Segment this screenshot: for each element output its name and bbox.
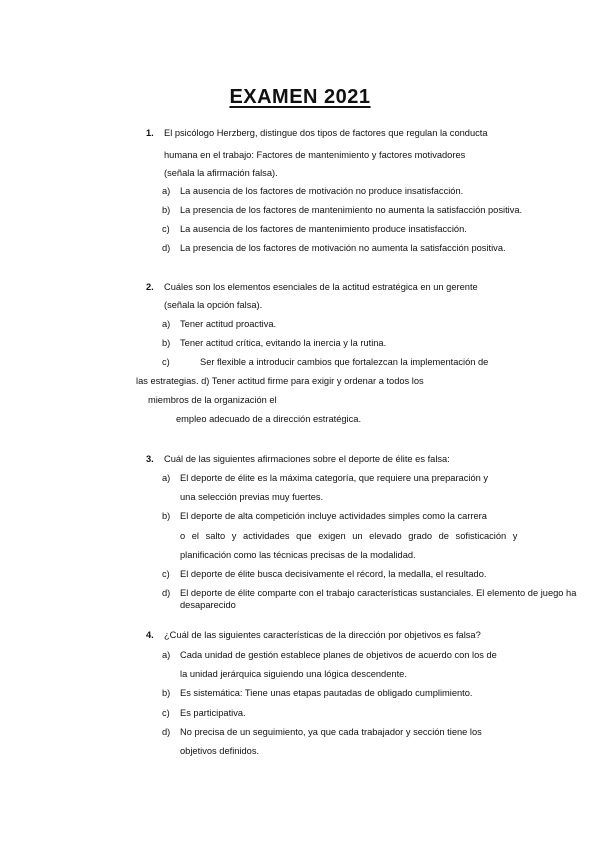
question-text: humana en el trabajo: Factores de mantenimiento y factores motivadores	[164, 150, 466, 160]
option-letter: b)	[162, 511, 171, 521]
option-letter: c)	[162, 708, 170, 718]
question-text: Cuáles son los elementos esenciales de la actitud estratégica en un gerente	[164, 282, 478, 292]
page-title: EXAMEN 2021	[229, 86, 371, 108]
option-text-continuation: las estrategias. d) Tener actitud firme para exigir y ordenar a todos los	[136, 376, 424, 386]
option-text: Ser flexible a introducir cambios que fortalezcan la implementación de	[200, 357, 489, 367]
option-text: El deporte de élite es la máxima categoría, que requiere una preparación y	[180, 473, 489, 483]
option-text: desaparecido	[180, 600, 236, 610]
question-text: (señala la opción falsa).	[164, 300, 263, 310]
option-letter: b)	[162, 338, 171, 348]
option-letter: c)	[162, 569, 170, 579]
option-text-continuation: miembros de la organización el	[148, 395, 277, 405]
option-letter: a)	[162, 186, 171, 196]
question-number: 4.	[146, 630, 154, 640]
option-text: No precisa de un seguimiento, ya que cada trabajador y sección tiene los	[180, 727, 482, 737]
option-text: Es sistemática: Tiene unas etapas pautadas de obligado cumplimiento.	[180, 688, 473, 698]
option-text: La ausencia de los factores de mantenimiento produce insatisfacción.	[180, 224, 467, 234]
option-letter: c)	[162, 224, 170, 234]
question-number: 1.	[146, 128, 154, 138]
option-letter: d)	[162, 243, 171, 253]
option-text: El deporte de élite busca decisivamente el récord, la medalla, el resultado.	[180, 569, 487, 579]
option-text: La presencia de los factores de motivación no aumenta la satisfacción positiva.	[180, 243, 506, 253]
option-text: una selección previas muy fuertes.	[180, 492, 324, 502]
option-letter: b)	[162, 688, 171, 698]
option-text: Tener actitud proactiva.	[180, 319, 277, 329]
question-text: (señala la afirmación falsa).	[164, 168, 278, 178]
option-letter: a)	[162, 319, 171, 329]
option-letter: a)	[162, 650, 171, 660]
option-text: El deporte de élite comparte con el trabajo características sustanciales. El elemento de juego ha	[180, 588, 577, 598]
question-text: Cuál de las siguientes afirmaciones sobre el deporte de élite es falsa:	[164, 454, 450, 464]
option-letter: c)	[162, 357, 170, 367]
option-text: La ausencia de los factores de motivación no produce insatisfacción.	[180, 186, 464, 196]
option-text: Tener actitud crítica, evitando la inercia y la rutina.	[180, 338, 387, 348]
option-text: planificación como las técnicas precisas de la modalidad.	[180, 550, 416, 560]
option-letter: d)	[162, 588, 171, 598]
option-text: o el salto y actividades que exigen un elevado grado de sofisticación y	[180, 531, 518, 541]
option-text: Es participativa.	[180, 708, 246, 718]
question-text: El psicólogo Herzberg, distingue dos tipos de factores que regulan la conducta	[164, 128, 488, 138]
option-text-continuation: empleo adecuado de a dirección estratégica.	[176, 414, 362, 424]
question-number: 2.	[146, 282, 154, 292]
question-text: ¿Cuál de las siguientes características de la dirección por objetivos es falsa?	[164, 630, 481, 640]
question-number: 3.	[146, 454, 154, 464]
option-letter: d)	[162, 727, 171, 737]
option-text: La presencia de los factores de mantenimiento no aumenta la satisfacción positiva.	[180, 205, 523, 215]
option-letter: b)	[162, 205, 171, 215]
option-text: El deporte de alta competición incluye actividades simples como la carrera	[180, 511, 487, 521]
option-text: Cada unidad de gestión establece planes de objetivos de acuerdo con los de	[180, 650, 497, 660]
option-text: la unidad jerárquica siguiendo una lógica descendente.	[180, 669, 407, 679]
option-text: objetivos definidos.	[180, 746, 260, 756]
option-letter: a)	[162, 473, 171, 483]
